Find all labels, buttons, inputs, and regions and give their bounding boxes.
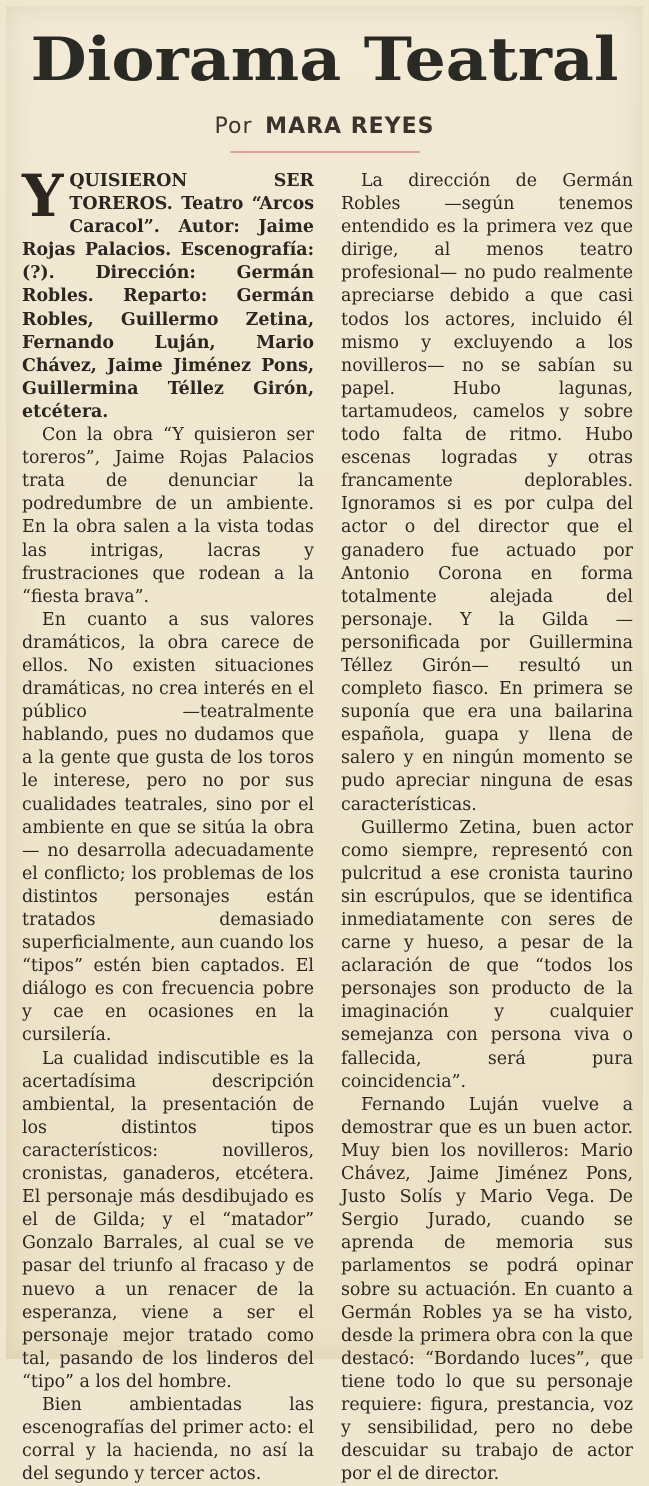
paragraph: La dirección de Germán Robles —según tenemos entendido es la primera vez que dirige, al menos teatro profesional— no pudo realmente apreciarse debido a que casi todos los actores, incluido él mismo y excluyendo a los novilleros— no se sabían su papel. Hubo lagunas, tartamudeos, camelos y sobre todo falta de ritmo. Hubo escenas logradas y otras francamente deplorables. Ignoramos si es por culpa del actor o del director que el ganadero fue actuado por Antonio Corona en forma totalmente alejada del personaje. Y la Gilda —personificada por Guillermina Téllez Girón— resultó un completo fiasco. En primera se suponía que era una bailarina española, guapa y llena de salero y en ningún momento se pudo apreciar ninguna de esas características. bbox=[341, 171, 633, 815]
article-title: Diorama Teatral bbox=[30, 25, 619, 95]
pencil-mark bbox=[230, 151, 420, 153]
lead-text: QUISIERON SER TOREROS. Teatro “Arcos Caracol”. Autor: Jaime Rojas Palacios. Escenografía: (?). Dirección: Germán Robles. Reparto: Germán Robles, Guillermo Zetina, Fernando Luján, Mario Chávez, Jaime Jiménez Pons, Guillermina Téllez Girón, etcétera. bbox=[22, 171, 314, 422]
drop-cap: Y bbox=[22, 162, 64, 230]
paragraph: En cuanto a sus valores dramáticos, la obra carece de ellos. No existen situaciones dramáticas, no crea interés en el público —teatralmente hablando, pues no dudamos que a la gente que gusta de los toros le interese, pero no por sus cualidades teatrales, sino por el ambiente en que se sitúa la obra— no desarrolla adecuadamente el conflicto; los problemas de los distintos personajes están tratados demasiado superficialmente, aun cuando los “tipos” estén bien captados. El diálogo es con frecuencia pobre y cae en ocasiones en la cursilería. bbox=[22, 609, 314, 1046]
byline-prefix: Por bbox=[214, 114, 253, 139]
byline-author: MARA REYES bbox=[265, 114, 435, 139]
paragraph: Con la obra “Y quisieron ser toreros”, Jaime Rojas Palacios trata de denunciar la podredumbre de un ambiente. En la obra salen a la vista todas las intrigas, lacras y frustraciones que rodean a la “fiesta brava”. bbox=[22, 425, 314, 607]
lead-paragraph bbox=[22, 162, 314, 424]
paragraph: Guillermo Zetina, buen actor como siempre, representó con pulcritud a ese cronista taurino sin escrúpulos, que se identifica inmediatamente con seres de carne y hueso, a pesar de la aclaración de que “todos los personajes son producto de la imaginación y cualquier semejanza con persona viva o fallecida, será pura coincidencia”. bbox=[341, 817, 633, 1092]
paragraph: Fernando Luján vuelve a demostrar que es un buen actor. Muy bien los novilleros: Mario Chávez, Jaime Jiménez Pons, Justo Solís y Mario Vega. De Sergio Jurado, cuando se aprenda de memoria sus parlamentos se podrá opinar sobre su actuación. En cuanto a Germán Robles ya se ha visto, desde la primera obra con la que destacó: “Bordando luces”, que tiene todo lo que su personaje requiere: figura, prestancia, voz y sensibilidad, pero no debe descuidar su trabajo de actor por el de director. bbox=[341, 1094, 633, 1485]
left-column bbox=[22, 162, 314, 1486]
paragraph: Bien ambientadas las escenografías del primer acto: el corral y la hacienda, no así la del segundo y tercer actos. bbox=[22, 1394, 314, 1485]
right-column bbox=[341, 170, 633, 1486]
byline bbox=[0, 114, 649, 139]
paragraph: La cualidad indiscutible es la acertadísima descripción ambiental, la presentación de los distintos tipos característicos: novilleros, cronistas, ganaderos, etcétera. El personaje más desdibujado es el de Gilda; y el “matador” Gonzalo Barrales, al cual se ve pasar del triunfo al fracaso y de nuevo a un renacer de la esperanza, viene a ser el personaje mejor tratado como tal, pasando de los linderos del “tipo” a los del hombre. bbox=[22, 1048, 314, 1392]
